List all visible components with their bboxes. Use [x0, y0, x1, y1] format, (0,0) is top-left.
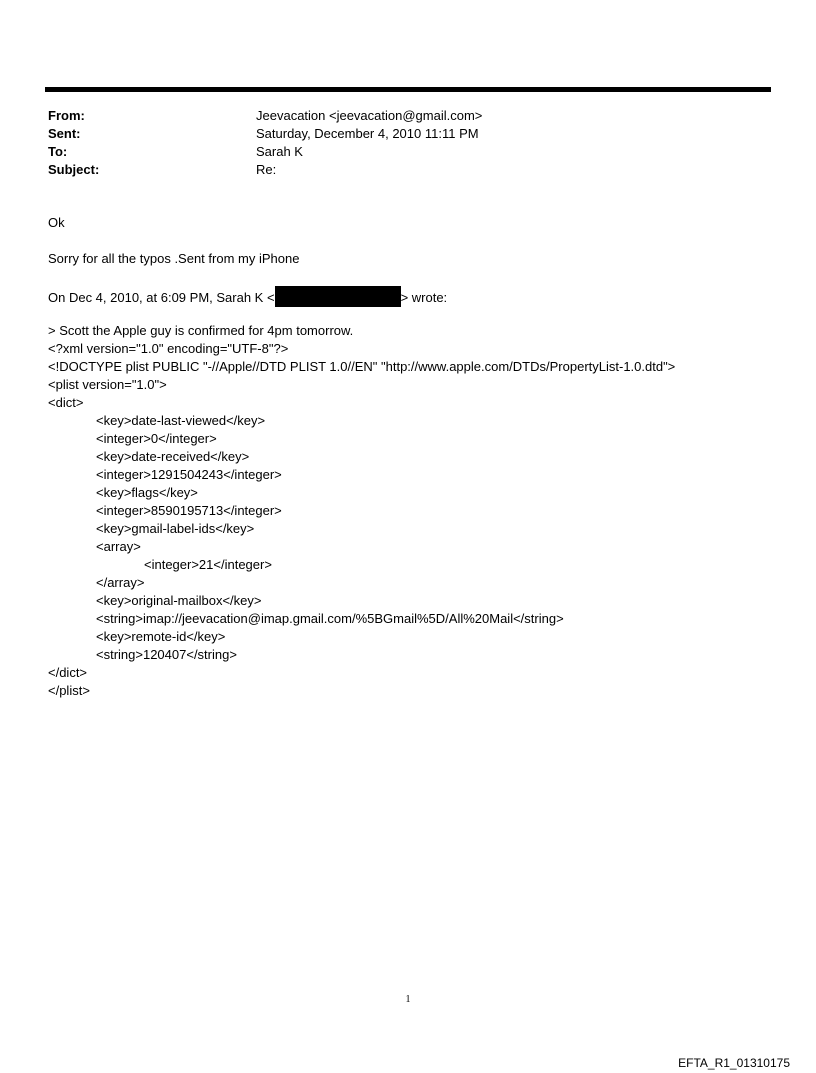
quote-intro-end: > wrote: [400, 290, 448, 305]
sent-label: Sent: [48, 126, 81, 141]
xml-line: <integer>0</integer> [96, 431, 217, 446]
page-number: 1 [405, 994, 411, 1005]
subject-value: Re: [256, 162, 277, 177]
xml-line: <!DOCTYPE plist PUBLIC "-//Apple//DTD PLIST 1.0//EN" "http://www.apple.com/DTDs/PropertyList-1.0.dtd"> [48, 359, 676, 374]
xml-line: <key>original-mailbox</key> [96, 593, 262, 608]
xml-line: </plist> [48, 683, 90, 698]
xml-line: <key>date-last-viewed</key> [96, 413, 266, 428]
xml-line: <integer>8590195713</integer> [96, 503, 282, 518]
to-row [48, 143, 748, 161]
to-label: To: [48, 144, 68, 159]
xml-line: <string>imap://jeevacation@imap.gmail.com/%5BGmail%5D/All%20Mail</string> [96, 611, 564, 626]
xml-line: <string>120407</string> [96, 647, 237, 662]
subject-row [48, 161, 748, 179]
from-label: From: [48, 108, 85, 123]
redaction-box [275, 286, 401, 307]
from-row [48, 107, 748, 125]
body-line-signature: Sorry for all the typos .Sent from my iPhone [48, 251, 300, 266]
to-value: Sarah K [256, 144, 303, 159]
xml-line: <array> [96, 539, 141, 554]
xml-line: <?xml version="1.0" encoding="UTF-8"?> [48, 341, 289, 356]
sent-value: Saturday, December 4, 2010 11:11 PM [256, 126, 479, 141]
document-id: EFTA_R1_01310175 [678, 1056, 790, 1070]
xml-line: </array> [96, 575, 145, 590]
xml-line: <plist version="1.0"> [48, 377, 167, 392]
quote-intro-start: On Dec 4, 2010, at 6:09 PM, Sarah K < [48, 290, 275, 305]
email-body [48, 214, 768, 700]
quoted-line: > Scott the Apple guy is confirmed for 4pm tomorrow. [48, 323, 354, 338]
header-divider [45, 87, 771, 92]
xml-line: <dict> [48, 395, 84, 410]
email-header [48, 107, 748, 179]
xml-line: <key>remote-id</key> [96, 629, 226, 644]
xml-line: </dict> [48, 665, 88, 680]
xml-line: <key>flags</key> [96, 485, 198, 500]
xml-line: <key>date-received</key> [96, 449, 250, 464]
xml-line: <integer>21</integer> [144, 557, 272, 572]
from-value: Jeevacation <jeevacation@gmail.com> [256, 108, 483, 123]
body-line-ok: Ok [48, 215, 65, 230]
subject-label: Subject: [48, 162, 100, 177]
sent-row [48, 125, 748, 143]
quote-intro [48, 286, 768, 304]
xml-line: <integer>1291504243</integer> [96, 467, 282, 482]
xml-line: <key>gmail-label-ids</key> [96, 521, 255, 536]
